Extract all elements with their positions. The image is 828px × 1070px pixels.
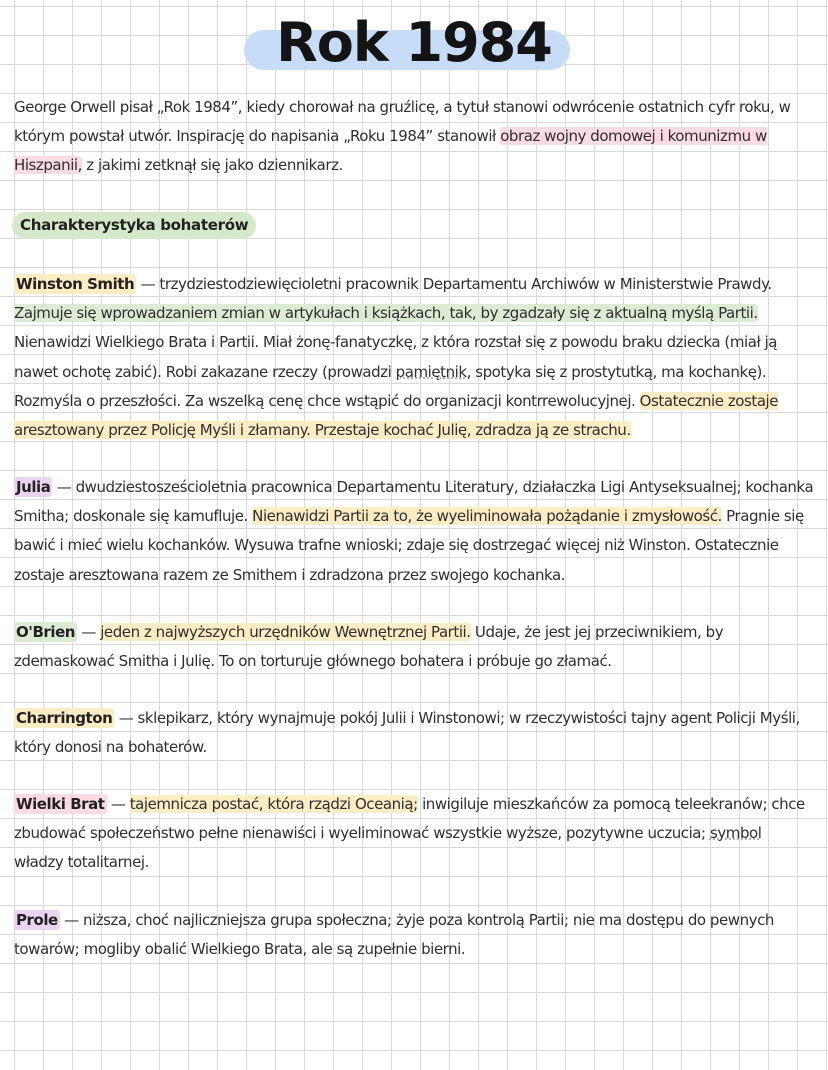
intro-paragraph — [14, 93, 814, 181]
section-heading: Charakterystyka bohaterów — [12, 212, 256, 239]
winston-highlight-1: Zajmuje się wprowadzaniem zmian w artykułach i książkach, tak, by zgadzały się z aktualną myślą Partii. — [14, 304, 758, 323]
wielki-brat-dash: — — [106, 795, 130, 813]
winston-paragraph — [14, 270, 814, 445]
julia-text-2: Pragnie się bawić i mieć wielu kochanków. Wysuwa trafne wnioski; zdaje się dostrzegać więcej niż Winston. Ostatecznie zostaje aresztowana razem ze Smithem i zdradzona przez swojego kochanka. — [14, 507, 804, 584]
julia-highlight: Nienawidzi Partii za to, że wyeliminowała pożądanie i zmysłowość. — [252, 507, 722, 526]
obrien-text: Udaje, że jest jej przeciwnikiem, by zdemaskować Smitha i Julię. To on torturuje głównego bohatera i próbuje go złamać. — [14, 623, 724, 671]
prole-paragraph — [14, 906, 814, 964]
winston-text-3: , spotyka się z prostytutką, ma kochankę). Rozmyśla o przeszłości. Za wszelką cenę chce wstąpić do organizacji kontrrewolucyjnej. — [14, 362, 767, 410]
wielki-brat-paragraph — [14, 790, 814, 878]
winston-underlined-word: pamiętnik — [395, 362, 467, 381]
page-title: Rok 1984 — [276, 11, 552, 74]
wielki-brat-text: inwigiluje mieszkańców za pomocą teleekranów; chce zbudować społeczeństwo pełne nienawiści i wyeliminować wszystkie wyższe, pozytywne uczucia; — [14, 795, 805, 843]
wielki-brat-name: Wielki Brat — [16, 795, 105, 813]
julia-paragraph — [14, 473, 814, 590]
winston-name: Winston Smith — [16, 275, 135, 293]
obrien-highlight: jeden z najwyższych urzędników Wewnętrznej Partii. — [100, 623, 471, 641]
intro-highlight: obraz wojny domowej i komunizmu w Hiszpanii, — [14, 127, 767, 175]
title-area — [0, 8, 828, 78]
charrington-name: Charrington — [16, 709, 113, 727]
intro-text: George Orwell pisał „Rok 1984”, kiedy chorował na gruźlicę, a tytuł stanowi odwrócenie ostatnich cyfr roku, w którym powstał utwór. Inspirację do napisania „Roku 1984” stanowił — [14, 98, 791, 146]
julia-text: — dwudziestosześcioletnia pracownica Departamentu Literatury, działaczka Ligi Antyseksualnej; kochanka Smitha; doskonale się kamufluje. — [14, 478, 814, 526]
julia-name: Julia — [16, 478, 51, 496]
charrington-text: — sklepikarz, który wynajmuje pokój Julii i Winstonowi; w rzeczywistości tajny agent Policji Myśli, który donosi na bohaterów. — [14, 709, 800, 757]
winston-text: — trzydziestodziewięcioletni pracownik Departamentu Archiwów w Ministerstwie Prawdy. — [136, 275, 772, 293]
wielki-brat-underlined-word: symbol — [709, 824, 762, 843]
wielki-brat-text-end: władzy totalitarnej. — [14, 853, 149, 872]
prole-text: — niższa, choć najliczniejsza grupa społeczna; żyje poza kontrolą Partii; nie ma dostępu do pewnych towarów; mogliby obalić Wielkiego Brata, ale są zupełnie bierni. — [14, 911, 774, 959]
wielki-brat-highlight: tajemnicza postać, która rządzi Oceanią; — [129, 795, 418, 813]
obrien-name: O'Brien — [16, 623, 76, 641]
winston-highlight-2: Ostatecznie zostaje aresztowany przez Policję Myśli i złamany. Przestaje kochać Julię, zdradza ją ze strachu. — [14, 391, 779, 440]
winston-text-2: Nienawidzi Wielkiego Brata i Partii. Miał żonę-fanatyczkę, z która rozstał się z powodu braku dziecka (miał ją nawet ochotę zabić). Robi zakazane rzeczy (prowadzi — [14, 333, 778, 381]
intro-text-end: z jakimi zetknął się jako dziennikarz. — [81, 156, 343, 175]
charrington-paragraph — [14, 704, 814, 762]
obrien-dash: — — [77, 623, 101, 641]
obrien-paragraph — [14, 618, 814, 676]
prole-name: Prole — [16, 911, 58, 929]
